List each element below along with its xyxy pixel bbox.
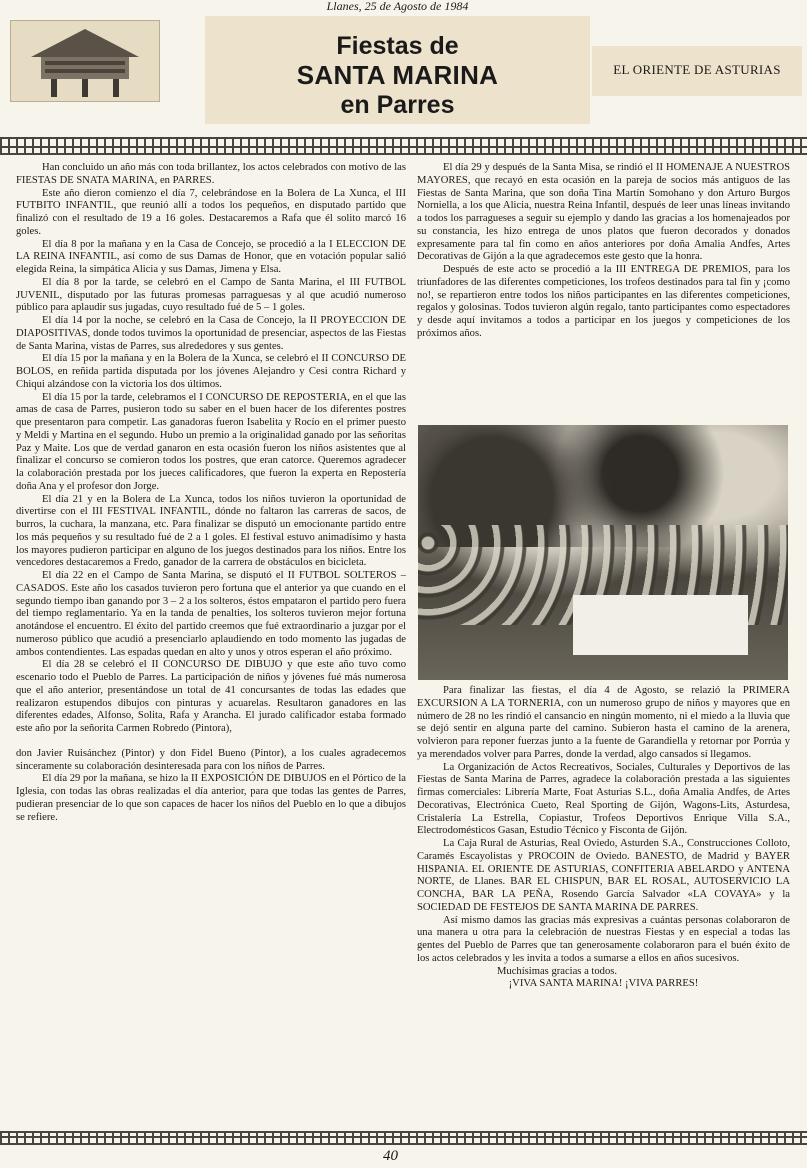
- paragraph: El día 22 en el Campo de Santa Marina, se disputó el II FUTBOL SOLTEROS – CASADOS. Este año los casados tuvieron pero fortuna que el anterior ya que cuando en el segundo tiempo iban ganando por 3 – 2 a los solteros, éstos empataron el partido pero fuera del tiempo reglamentario. Ya en la tanda de penalties, los solteros tuvieron mejor fortuna anotándose el encuentro. El éxito del partido creemos que fué extraordinario a juzgar por el numeroso público que acudió a presenciarlo aplaudiendo en todo momento las jugadas de ambos contendientes. Las espadas quedan en alto y unos y otros esperan el año próximo.: [16, 570, 406, 658]
- paragraph: El día 15 por la tarde, celebramos el I CONCURSO DE REPOSTERIA, en el que las amas de casa de Parres, pusieron todo su saber en el buen hacer de los diferentes postres que presentaron para competir. Las ganadoras fueron Isabelita y Rocío en el primer puesto y Meldi y Martina en el segundo. Hubo un premio a la originalidad ganado por las señoritas Paz y Maite. Los que de verdad ganaron en esta ocasión fueron los niños asistentes que al finalizar el concurso se comieron todos los postres, que eran catorce. Queremos agradecer la colaboración prestada por los jueces calificadores, que fueron la experta en Repostería doña Ana y el profesor don Jorge.: [16, 391, 406, 492]
- paragraph: La Caja Rural de Asturias, Real Oviedo, Asturden S.A., Construcciones Colloto, Caramés Escayolistas y PROCOIN de Oviedo. BANESTO, de Madrid y BAYER HISPANIA. EL ORIENTE DE ASTURIAS, CONFITERIA ABELARDO y ANTENA NORTE, de Llanes. BAR EL CHISPUN, BAR EL ROSAL, AUTOSERVICIO LA CONCHA, BAR LA PEÑA, Rosendo García Salvador «LA COVAYA» y la SOCIEDAD DE FESTEJOS DE SANTA MARINA DE PARRES.: [417, 838, 790, 913]
- headline-line-3: en Parres: [340, 91, 455, 119]
- right-column-bottom: [417, 685, 790, 991]
- newspaper-name: EL ORIENTE DE ASTURIAS: [613, 62, 781, 77]
- paragraph: don Javier Ruisánchez (Pintor) y don Fidel Bueno (Pintor), a los cuales agradecemos sinceramente su colaboración desinteresada para con los niños de Parres.: [16, 747, 406, 772]
- paragraph: El día 14 por la noche, se celebró en la Casa de Concejo, la II PROYECCION DE DIAPOSITIVAS, donde todos tuvimos la oportunidad de presenciar, aspectos de las Fiestas de Santa Marina, vistas de Parres, sus alrededores y sus gentes.: [16, 315, 406, 352]
- paragraph: El día 28 se celebró el II CONCURSO DE DIBUJO y que este año tuvo como escenario todo el Pueblo de Parres. La participación de niños y jóvenes fué más numerosa que el año anterior, presentándose un total de 41 concursantes de todas las edades que realizaron estupendos dibujos con pinturas y acuarelas. Resultaron ganadores en las diferentes edades, Alfonso, Solita, Rafa y Arancha. El jurado calificador estaba formado este año por la señorita Carmen Robredo (Pintora),: [16, 659, 406, 734]
- paragraph: Este año dieron comienzo el día 7, celebrándose en la Bolera de La Xunca, el III FUTBITO INFANTIL, que reunió allí a todos los pequeños, en disputado partido que finalizó con el resultado de 19 a 16 goles. Destacaremos a Rafa que él solito marcó 16 goles.: [16, 187, 406, 237]
- greek-key-border-top: [0, 137, 807, 155]
- paragraph: El día 8 por la mañana y en la Casa de Concejo, se procedió a la I ELECCION DE LA REINA INFANTIL, así como de sus Damas de Honor, que en votación popular salió elegida Reina, la simpática Alicia y sus Damas, Jimena y Elsa.: [16, 238, 406, 275]
- newspaper-masthead: [592, 46, 802, 96]
- paragraph: El día 15 por la mañana y en la Bolera de la Xunca, se celebró el II CONCURSO DE BOLOS, en reñida partida disputada por los jóvenes Alejandro y Cesi contra Richard y Chiqui alzándose con la victoria los dos últimos.: [16, 353, 406, 390]
- horreo-drawing: [11, 21, 159, 101]
- dateline: Llanes, 25 de Agosto de 1984: [326, 0, 469, 13]
- paragraph: El día 8 por la tarde, se celebró en el Campo de Santa Marina, el III FUTBOL JUVENIL, disputado por las futuras promesas parraguesas y al que acudió numeroso público para aplaudir sus jugadas, cuyo resultado fué de 5 – 1 goles.: [16, 276, 406, 314]
- headline-line-2: SANTA MARINA: [296, 60, 499, 90]
- photo-table: [573, 595, 748, 655]
- right-column-top: [417, 162, 790, 341]
- paragraph: Han concluido un año más con toda brillantez, los actos celebrados con motivo de las FIESTAS DE SNATA MARINA, en PARRES.: [16, 162, 406, 186]
- horreo-logo-icon: [10, 20, 160, 102]
- paragraph: Así mismo damos las gracias más expresivas a cuántas personas colaboraron de una manera u otra para la celebración de nuestras Fiestas y en especial a todas las gentes del Pueblo de Parres que tan generosamente colaboraron para el buén éxito de los actos celebrados y les invita a todos a sumarse a ellos en años sucesivos.: [417, 914, 790, 964]
- page-number: 40: [383, 1148, 398, 1164]
- left-column: [16, 162, 406, 824]
- paragraph: Para finalizar las fiestas, el día 4 de Agosto, se relazió la PRIMERA EXCURSION A LA TORNERIA, con un numeroso grupo de niños y mayores que en número de 28 no les rindió el cansancio en ningún momento, ni el miedo a la lluvia que se dejó sentir en alguna parte del camino. Subieron hasta el camino de la arenera, volvieron para reponer fuerzas junto a la fuente de Garandiella y retornar por Porrúa y ya merendados volver para Parres, donde la verdad, algo cansados sí llegamos.: [417, 685, 790, 760]
- paragraph: Después de este acto se procedió a la III ENTREGA DE PREMIOS, para los triunfadores de las diferentes competiciones, los trofeos destinados para tal fin y ¡como no!, se repartieron entre todos los niños participantes en las diferentes competiciones, regalos y golosinas. Todos tuvieron algún regalo, tanto participantes como espectadores y desde aquí invitamos a todos a participar en los juegos y competiciones de los próximos años.: [417, 264, 790, 339]
- headline: [205, 16, 590, 124]
- greek-key-border-bottom: [0, 1131, 807, 1145]
- paragraph: El día 21 y en la Bolera de La Xunca, todos los niños tuvieron la oportunidad de divertirse con el III FESTIVAL INFANTIL, dónde no faltaron las carreras de sacos, de burros, la cuchara, la manzana, etc. Para finalizar se disputó un emocionante partido entre los más pequeños y su resultado fué de 2 a 1 goles. El festival estuvo animadísimo y hasta los mayores pudieron participar en alguno de los juegos destinados para los niños. Entre los vencedores destacaremos a Fredo, ganador de la carrera de obstáculos en bicicleta.: [16, 493, 406, 569]
- festival-photo: [418, 425, 788, 680]
- headline-line-1: Fiestas de: [336, 32, 459, 60]
- paragraph: El día 29 por la mañana, se hizo la II EXPOSICIÓN DE DIBUJOS en el Pórtico de la Iglesia, con todas las obras realizadas el día anterior, para que todas las gentes de Parres, pudieran presenciar de lo que son capaces de hacer los niños del Pueblo en lo que a dibujos se refiere.: [16, 773, 406, 823]
- paragraph: Muchísimas gracias a todos.: [497, 965, 618, 977]
- closing-line: ¡VIVA SANTA MARINA! ¡VIVA PARRES!: [508, 978, 699, 990]
- paragraph: La Organización de Actos Recreativos, Sociales, Culturales y Deportivos de las Fiestas de Santa Marina de Parres, agradece la colaboración prestada a las siguientes firmas comerciales: Librería Marte, Foat Asturias S.L., doña Amalia Andfes, de Artes Decorativas, Electrónica Cueto, Real Sporting de Gijón, Wagons-Lits, Asturdesa, Cristalería La Estrella, Copiastur, Trofeos Deportivos Enrique Villa S.A., Electrodomésticos Gasan, Estudio Técnico y Fisconta de Gijón.: [417, 761, 790, 837]
- paragraph: El día 29 y después de la Santa Misa, se rindió el II HOMENAJE A NUESTROS MAYORES, que recayó en esta ocasión en la pareja de socios más antiguos de las Fiestas de Santa Marina, que son doña Tina Martín Somohano y don Arturo Burgos Norniella, a los que Alicia, nuestra Reina Infantil, después de leer unas líneas invitando a todos los parragueses a seguir su ejemplo y dando las gracias a los homenajeados por su constancia, les hizo entrega de unos platos que fueron decorados y donados expresamente para tal fin como en años anteriores por doña Amalia Andfes, Artes Decorativas de Gijón a la que agradecemos este gesto que la honra.: [417, 162, 790, 263]
